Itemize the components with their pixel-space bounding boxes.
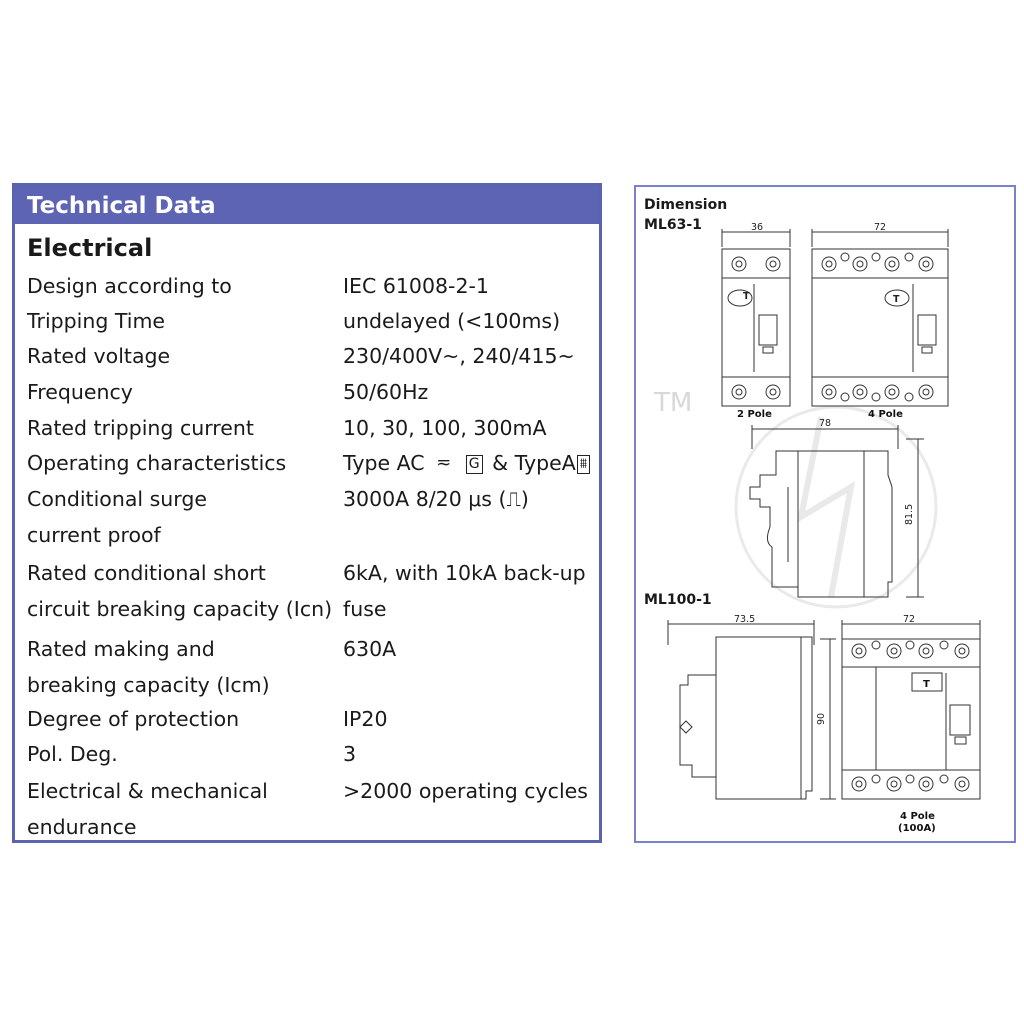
technical-data-header: Technical Data [15,186,599,224]
ml100-side-view-drawing [668,620,836,799]
dim-ml100-front-width: 72 [903,614,916,625]
dimension-panel [634,185,1016,843]
spec-label-line1: Electrical & mechanical [27,779,268,803]
surge-value-text: 3000A 8/20 μs [343,487,492,511]
spec-label: Design according to [27,274,232,298]
dim-4pole-width: 72 [874,222,887,233]
spec-label-line2: circuit breaking capacity (Icn) [27,596,333,621]
spec-label-line1: Rated making and [27,637,215,661]
technical-data-panel [12,183,602,843]
type-ac-text: Type AC [343,451,425,475]
spec-label: Degree of protection [27,707,240,731]
label-ml100-4pole: 4 Pole [900,811,935,822]
ml100-title: ML100-1 [644,592,712,608]
spec-label: Frequency [27,380,133,404]
dimension-title: Dimension [644,197,728,213]
spec-label: Pol. Deg. [27,742,118,766]
spec-value: IEC 61008-2-1 [343,274,489,298]
ac-wave-symbol-icon: ≂ [436,452,452,473]
spec-value: >2000 operating cycles [343,779,588,803]
dim-ml100-side-depth: 73.5 [734,614,756,625]
spec-label: Tripping Time [27,309,166,333]
ml63-2pole-drawing [722,229,790,406]
spec-label [27,632,337,703]
dim-ml100-side-height: 90 [816,712,827,725]
spec-value: 3 [343,742,357,766]
surge-wave-icon: (⎍) [498,487,529,511]
spec-label-line1: Rated conditional short [27,561,266,585]
test-button-label: T [743,291,750,302]
label-ml100-rating: (100A) [898,823,936,834]
dimension-drawing [636,187,1014,841]
spec-value: 10, 30, 100, 300mA [343,416,547,440]
spec-label [27,482,337,553]
g-symbol-icon: G [466,455,483,474]
spec-value: undelayed (<100ms) [343,309,561,333]
spec-label: Rated tripping current [27,416,254,440]
spec-value: 230/400V~, 240/415~ [343,344,575,368]
spec-value: 50/60Hz [343,380,429,404]
spec-label-line2: breaking capacity (Icm) [27,672,270,697]
spec-value-line1: 6kA, with 10kA back-up [343,561,586,585]
spec-label-line2: current proof [27,522,161,547]
spec-value: 630A [343,637,397,661]
spec-label [27,774,337,845]
spec-value: IP20 [343,707,388,731]
spec-value [343,482,603,518]
spec-value [343,556,603,627]
spec-value-line2: fuse [343,596,387,621]
pulsating-dc-symbol-icon: ⩩ [577,455,590,474]
ml100-test-button-label: T [923,679,930,690]
spec-value [343,446,603,482]
ml100-4pole-drawing [842,620,980,799]
spec-label [27,556,337,627]
dim-2pole-width: 36 [751,222,764,233]
spec-label: Rated voltage [27,344,171,368]
section-heading-electrical: Electrical [27,234,153,262]
ml63-4pole-drawing [812,229,948,406]
watermark-tm-text: TM [654,388,693,418]
spec-label-line1: Conditional surge [27,487,207,511]
test-button-label-4pole: T [893,294,900,305]
dim-side-height: 81.5 [904,503,915,525]
ml63-title: ML63-1 [644,217,702,233]
dim-side-depth: 78 [819,418,832,429]
type-a-text: & TypeA [492,451,576,475]
label-2pole: 2 Pole [737,409,772,420]
label-4pole: 4 Pole [868,409,903,420]
spec-label: Operating characteristics [27,451,287,475]
spec-label-line2: endurance [27,814,137,839]
